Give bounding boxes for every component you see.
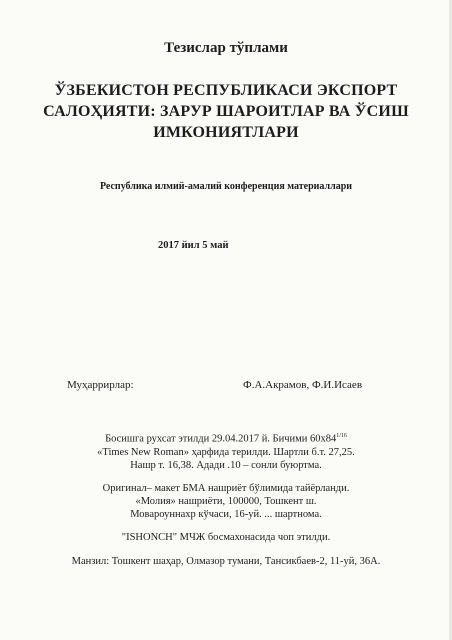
editors-names: Ф.А.Акрамов, Ф.И.Исаев — [243, 379, 363, 391]
conference-subtitle: Республика илмий-амалий конференция материаллари — [99, 181, 353, 192]
printer-address: Манзил: Тошкент шаҳар, Олмазор тумани, Тансикбаев-2, 11-уй, 36А. — [71, 556, 381, 567]
main-title-line-2: САЛОҲИЯТИ: ЗАРУР ШАРОИТЛАР ВА ЎСИШ — [43, 103, 409, 120]
print-signed-line — [0, 430, 452, 446]
format-superscript: 1/16 — [336, 433, 347, 439]
publisher-line-3: Мовароуннахр кўчаси, 16-уй. ... шартнома. — [130, 509, 322, 520]
printer-info: "ISHONCH" МЧЖ босмахонасида чоп этилди. — [121, 532, 331, 543]
print-signed-text: Босишга рухсат этилди 29.04.2017 й. Бичими 60х84 — [105, 433, 337, 445]
editors-label: Муҳаррирлар: — [67, 379, 134, 391]
print-font-line: «Times New Roman» ҳарфида терилди. Шартли б.т. 27,25. — [97, 446, 355, 458]
publisher-line-2: «Молия» нашриёти, 100000, Тошкент ш. — [135, 496, 317, 507]
collection-title: Тезислар тўплами — [164, 40, 288, 56]
print-edition-line: Нашр т. 16,38. Адади .10 – сонли буюртма. — [130, 459, 322, 471]
publisher-info — [0, 482, 452, 521]
conference-date: 2017 йил 5 май — [158, 240, 229, 251]
publisher-line-1: Оригинал– макет БМА нашриёт бўлимида тайёрланди. — [102, 483, 350, 494]
print-info — [0, 430, 452, 472]
main-title — [0, 80, 452, 143]
main-title-line-3: ИМКОНИЯТЛАРИ — [153, 124, 299, 141]
main-title-line-1: ЎЗБЕКИСТОН РЕСПУБЛИКАСИ ЭКСПОРТ — [54, 82, 398, 99]
